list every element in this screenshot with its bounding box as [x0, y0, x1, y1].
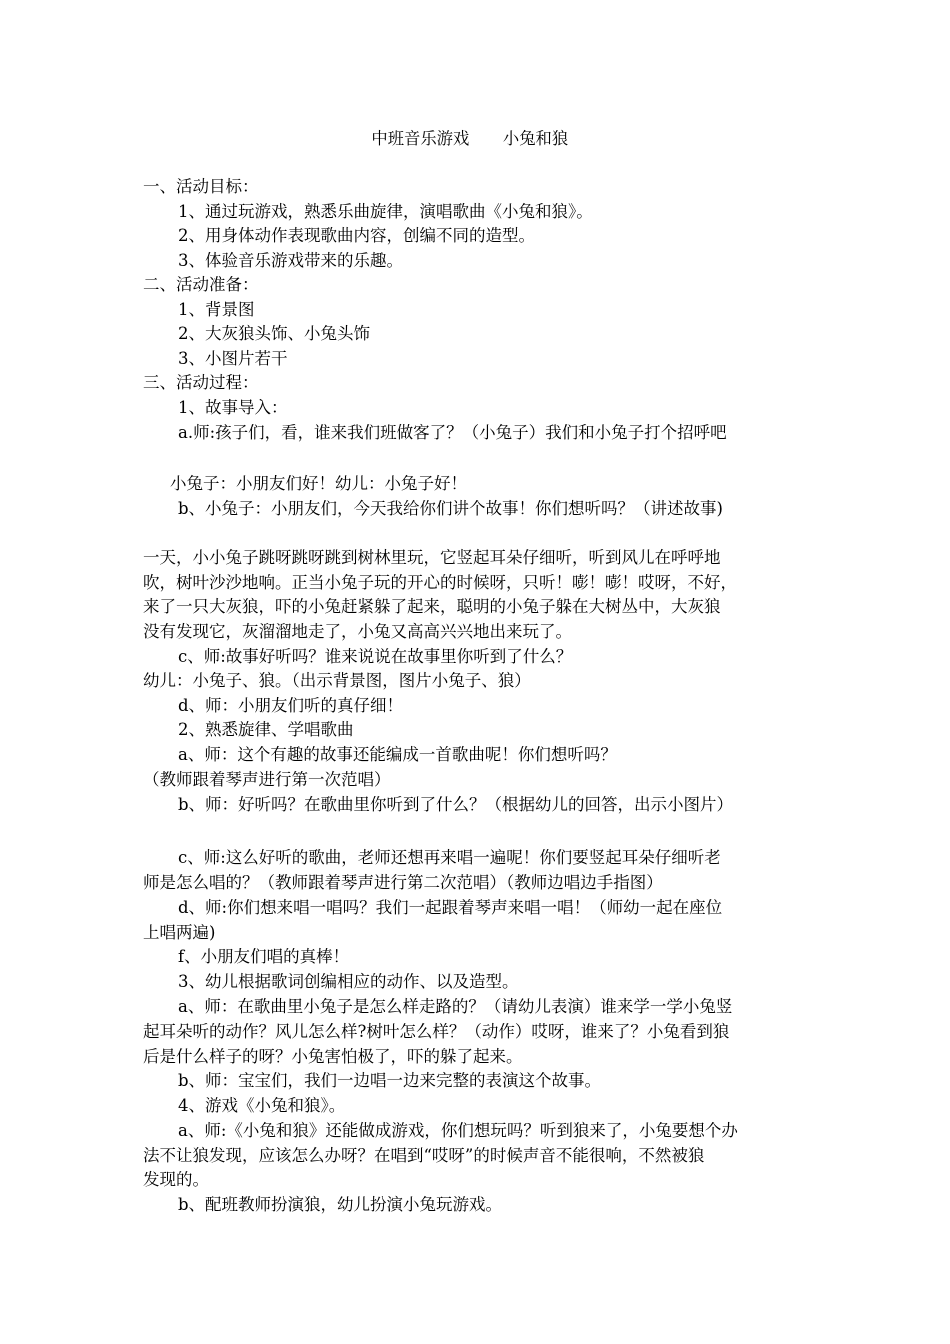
title-right: 小兔和狼	[502, 129, 569, 148]
text-line: 没有发现它，灰溜溜地走了，小兔又高高兴兴地出来玩了。	[143, 622, 572, 641]
text-line: a.师:孩子们，看，谁来我们班做客了？（小兔子）我们和小兔子打个招呼吧	[178, 423, 727, 442]
title-left: 中班音乐游戏	[371, 129, 470, 148]
text-line: 2、大灰狼头饰、小兔头饰	[178, 324, 370, 343]
section-heading: 三、活动过程：	[143, 373, 259, 392]
text-line: 小兔子：小朋友们好！幼儿：小兔子好！	[170, 474, 467, 493]
text-line: 师是怎么唱的？（教师跟着琴声进行第二次范唱）（教师边唱边手指图）	[143, 873, 663, 892]
text-line: 吹，树叶沙沙地响。正当小兔子玩的开心的时候呀，只听！嘭！嘭！哎呀，不好，	[143, 573, 737, 592]
text-line: 1、通过玩游戏，熟悉乐曲旋律，演唱歌曲《小兔和狼》。	[178, 202, 593, 221]
text-line: f、小朋友们唱的真棒！	[178, 947, 350, 966]
text-line: b、师：宝宝们，我们一边唱一边来完整的表演这个故事。	[178, 1071, 602, 1090]
text-line: 幼儿：小兔子、狼。（出示背景图，图片小兔子、狼）	[143, 671, 531, 690]
text-line: 3、体验音乐游戏带来的乐趣。	[178, 251, 403, 270]
text-line: 1、故事导入：	[178, 398, 288, 417]
page-title	[0, 127, 940, 151]
text-line: 来了一只大灰狼，吓的小兔赶紧躲了起来，聪明的小兔子躲在大树丛中，大灰狼	[143, 597, 721, 616]
text-line: c、师:这么好听的歌曲，老师还想再来唱一遍呢！你们要竖起耳朵仔细听老	[178, 848, 721, 867]
text-line: 3、幼儿根据歌词创编相应的动作、以及造型。	[178, 972, 519, 991]
text-line: b、配班教师扮演狼，幼儿扮演小兔玩游戏。	[178, 1195, 503, 1214]
text-line: 起耳朵听的动作？风儿怎么样?树叶怎么样？（动作）哎呀，谁来了？小兔看到狼	[143, 1022, 730, 1041]
text-line: 4、游戏《小兔和狼》。	[178, 1096, 346, 1115]
text-line: d、师：小朋友们听的真仔细！	[178, 696, 404, 715]
text-line: b、师：好听吗？在歌曲里你听到了什么？（根据幼儿的回答，出示小图片）	[178, 795, 734, 814]
section-heading: 一、活动目标：	[143, 177, 259, 196]
section-heading: 二、活动准备：	[143, 275, 259, 294]
text-line: 上唱两遍)	[143, 923, 216, 942]
text-line: b、小兔子：小朋友们，今天我给你们讲个故事！你们想听吗？（讲述故事)	[178, 499, 723, 518]
text-line: 2、熟悉旋律、学唱歌曲	[178, 720, 354, 739]
text-line: c、师:故事好听吗？谁来说说在故事里你听到了什么？	[178, 647, 573, 666]
text-line: 后是什么样子的呀？小兔害怕极了，吓的躲了起来。	[143, 1047, 523, 1066]
text-line: d、师:你们想来唱一唱吗？我们一起跟着琴声来唱一唱！（师幼一起在座位	[178, 898, 723, 917]
text-line: a、师：这个有趣的故事还能编成一首歌曲呢！你们想听吗？	[178, 745, 617, 764]
text-line: a、师：在歌曲里小兔子是怎么样走路的？（请幼儿表演）谁来学一学小兔竖	[178, 997, 733, 1016]
text-line: （教师跟着琴声进行第一次范唱）	[143, 770, 391, 789]
text-line: 1、背景图	[178, 300, 255, 319]
text-line: 2、用身体动作表现歌曲内容，创编不同的造型。	[178, 226, 535, 245]
text-line: 3、小图片若干	[178, 349, 288, 368]
text-line: 一天，小小兔子跳呀跳呀跳到树林里玩，它竖起耳朵仔细听，听到风儿在呼呼地	[143, 548, 721, 567]
text-line: 法不让狼发现，应该怎么办呀？在唱到“哎呀”的时候声音不能很响，不然被狼	[143, 1146, 705, 1165]
text-line: 发现的。	[143, 1170, 209, 1189]
text-line: a、师:《小兔和狼》还能做成游戏，你们想玩吗？听到狼来了，小兔要想个办	[178, 1121, 738, 1140]
